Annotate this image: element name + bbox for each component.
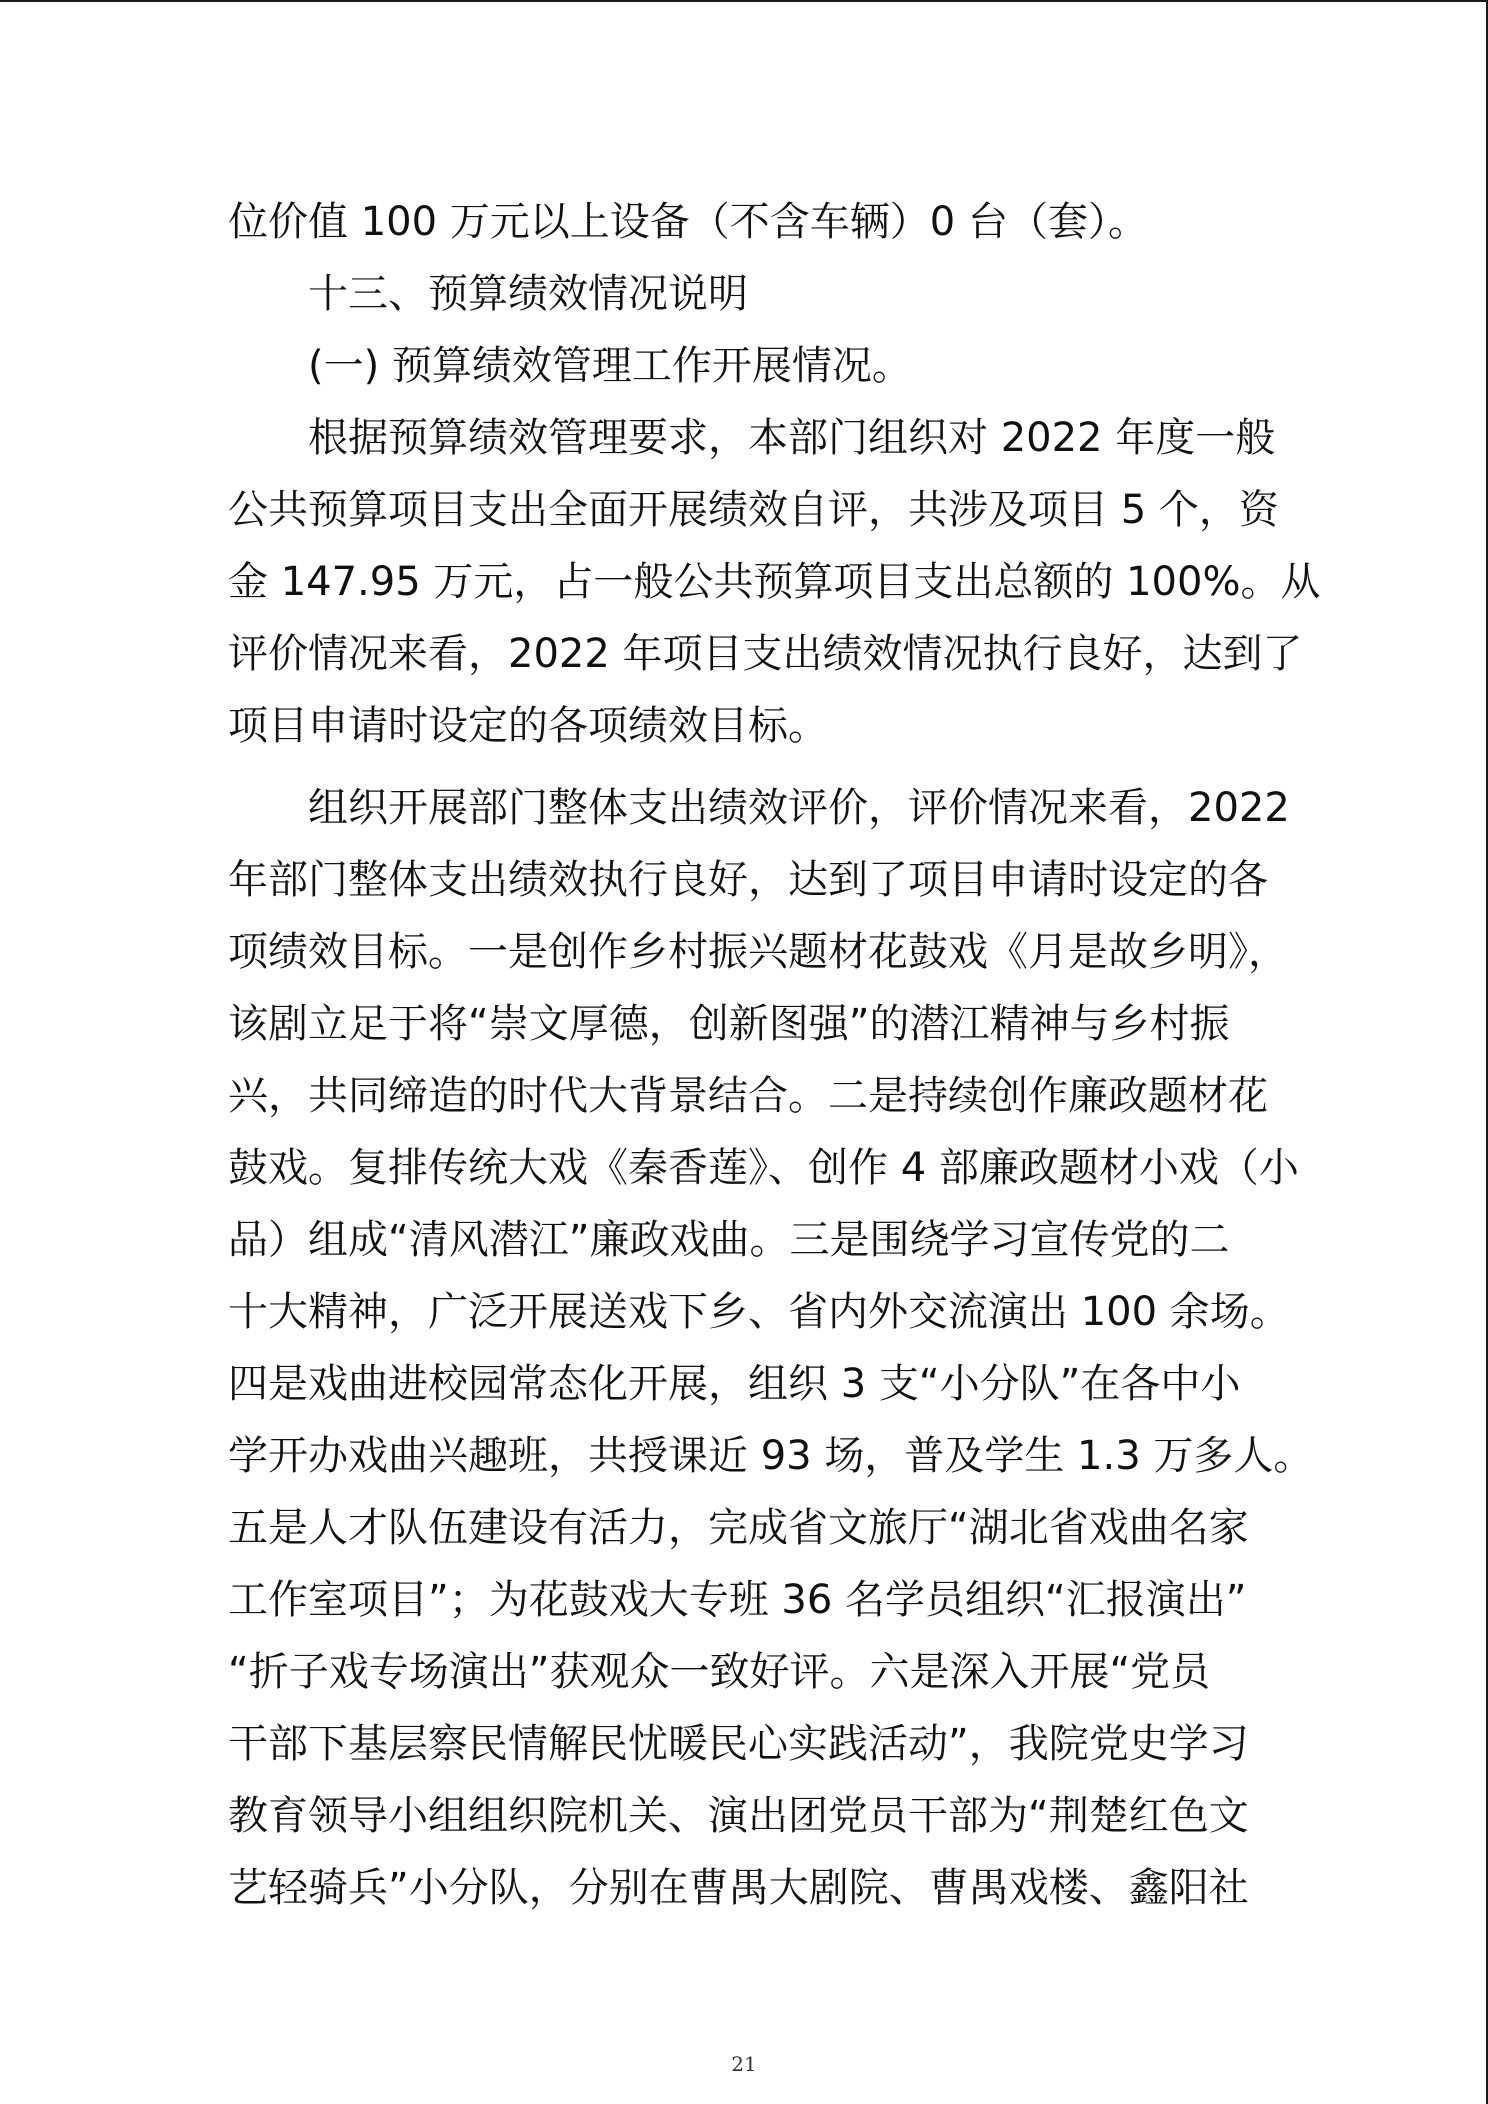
paragraph-2-line: 工作室项目”；为花鼓戏大专班 36 名学员组织“汇报演出” [228, 1577, 1247, 1623]
paragraph-2-line: 项绩效目标。一是创作乡村振兴题材花鼓戏《月是故乡明》， [228, 929, 1288, 975]
page-number: 21 [731, 2052, 757, 2076]
paragraph-2-line: 品）组成“清风潜江”廉政戏曲。三是围绕学习宣传党的二 [228, 1217, 1230, 1263]
paragraph-2-line: 兴，共同缔造的时代大背景结合。二是持续创作廉政题材花 [228, 1073, 1268, 1119]
paragraph-2-line: 学开办戏曲兴趣班，共授课近 93 场，普及学生 1.3 万多人。 [228, 1433, 1314, 1479]
paragraph-2-line: 组织开展部门整体支出绩效评价，评价情况来看，2022 [308, 785, 1290, 831]
paragraph-2-line: “折子戏专场演出”获观众一致好评。六是深入开展“党员 [228, 1649, 1211, 1695]
page-border-top [0, 0, 1488, 2]
paragraph-2-line: 教育领导小组组织院机关、演出团党员干部为“荆楚红色文 [228, 1793, 1249, 1839]
paragraph-2-line: 该剧立足于将“崇文厚德，创新图强”的潜江精神与乡村振 [228, 1001, 1230, 1047]
paragraph-1-line: 金 147.95 万元，占一般公共预算项目支出总额的 100%。从 [228, 559, 1321, 605]
paragraph-1-line: 评价情况来看，2022 年项目支出绩效情况执行良好，达到了 [228, 631, 1303, 677]
paragraph-2-line: 十大精神，广泛开展送戏下乡、省内外交流演出 100 余场。 [228, 1289, 1290, 1335]
paragraph-2-line: 年部门整体支出绩效执行良好，达到了项目申请时设定的各 [228, 857, 1268, 903]
text-line: 位价值 100 万元以上设备（不含车辆）0 台（套）。 [228, 199, 1148, 245]
paragraph-2-line: 干部下基层察民情解民忧暖民心实践活动”，我院党史学习 [228, 1721, 1249, 1767]
paragraph-1-line: 公共预算项目支出全面开展绩效自评，共涉及项目 5 个，资 [228, 487, 1279, 533]
paragraph-2-line: 四是戏曲进校园常态化开展，组织 3 支“小分队”在各中小 [228, 1361, 1241, 1407]
document-body [228, 186, 1321, 1924]
paragraph-2-line: 五是人才队伍建设有活力，完成省文旅厅“湖北省戏曲名家 [228, 1505, 1249, 1551]
paragraph-2-line: 鼓戏。复排传统大戏《秦香莲》、创作 4 部廉政题材小戏（小 [228, 1145, 1299, 1191]
subsection-heading: (一) 预算绩效管理工作开展情况。 [308, 343, 912, 389]
section-heading: 十三、预算绩效情况说明 [308, 271, 748, 317]
paragraph-2-line: 艺轻骑兵”小分队，分别在曹禺大剧院、曹禺戏楼、鑫阳社 [228, 1865, 1249, 1911]
paragraph-1-line: 根据预算绩效管理要求，本部门组织对 2022 年度一般 [308, 415, 1276, 461]
paragraph-1-line: 项目申请时设定的各项绩效目标。 [228, 703, 828, 749]
